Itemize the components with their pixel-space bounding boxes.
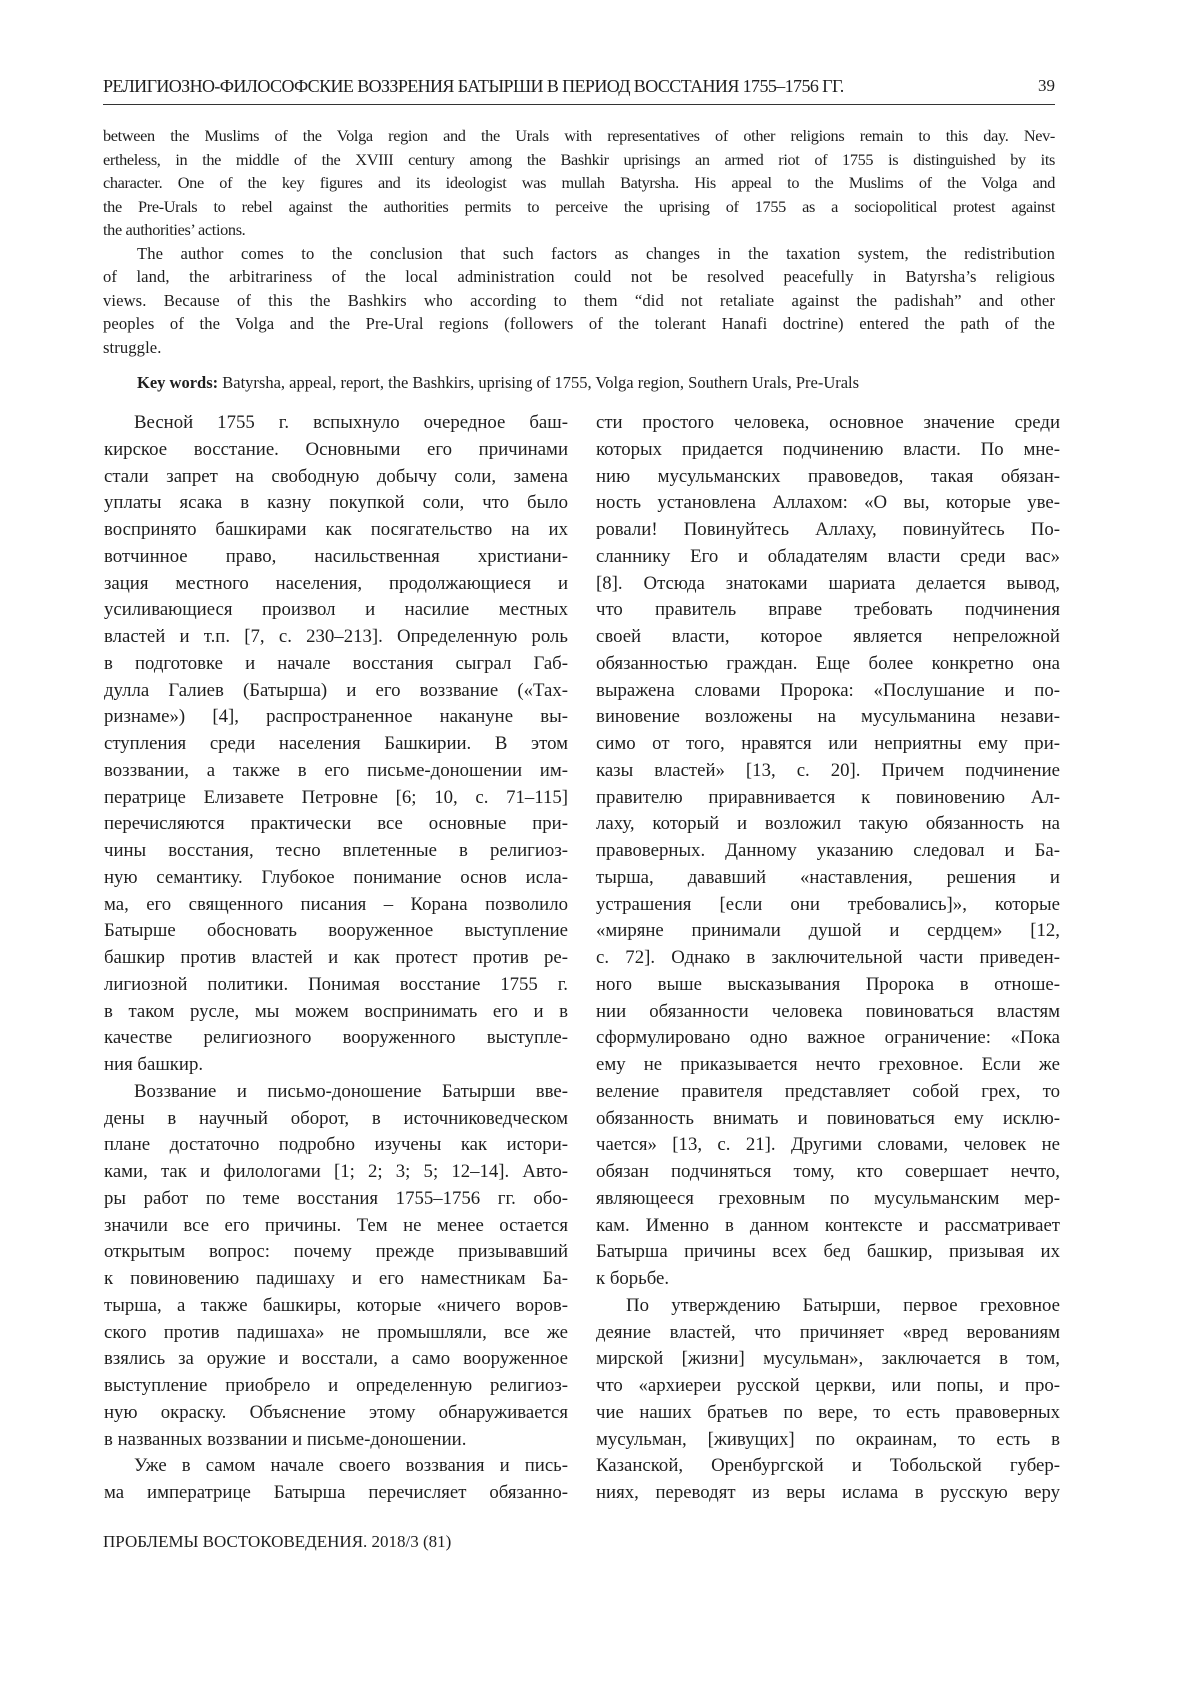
text-line: Батырше обосновать вооруженное выступление — [104, 920, 568, 942]
text-line: Батырша причины всех бед башкир, призывая их — [596, 1241, 1060, 1263]
text-line: По утверждению Батырши, первое греховное — [626, 1294, 1060, 1316]
keywords-text: Batyrsha, appeal, report, the Bashkirs, uprising of 1755, Volga region, Southern Urals, Pre-Urals — [218, 373, 860, 392]
text-line: Казанской, Оренбургской и Тобольской губер- — [596, 1455, 1060, 1477]
text-line: властей и т.п. [7, с. 230–213]. Определенную роль — [104, 626, 568, 647]
text-line: воспринято башкирами как посягательство на их — [104, 519, 568, 540]
text-line: усиливающиеся произвол и насилие местных — [104, 599, 568, 621]
text-line: обязан подчиняться тому, кто совершает нечто, — [596, 1161, 1060, 1182]
text-line: чины восстания, тесно вплетенные в религиоз- — [104, 840, 568, 861]
text-line: выражена словами Пророка: «Послушание и по- — [596, 679, 1060, 701]
text-line: ма императрице Батырша перечисляет обязанно- — [104, 1482, 568, 1503]
left-column — [104, 410, 568, 1507]
text-line: ного выше высказывания Пророка в отноше- — [596, 973, 1060, 995]
text-line: views. Because of this the Bashkirs who according to them “did not retaliate against the padishah” and other — [103, 290, 1055, 310]
text-line: ступления среди населения Башкирии. В этом — [104, 733, 568, 754]
text-line: ния башкир. — [104, 1054, 204, 1075]
text-line: ризнаме») [4], распространенное накануне вы- — [104, 706, 568, 728]
text-line: ками, так и филологами [1; 2; 3; 5; 12–14]. Авто- — [104, 1161, 568, 1182]
text-line: peoples of the Volga and the Pre-Ural regions (followers of the tolerant Hanafi doctrine) entered the path of the — [103, 314, 1055, 333]
text-line: кирское восстание. Основными его причинами — [104, 438, 568, 460]
text-line: открытым вопрос: почему прежде призывавший — [104, 1241, 568, 1263]
text-line: в таком русле, мы можем воспринимать его и в — [104, 1000, 568, 1022]
text-line: казы властей» [13, с. 20]. Причем подчинение — [596, 759, 1060, 781]
text-line: the authorities’ actions. — [103, 220, 246, 239]
text-line: лаху, который и возложил такую обязанность на — [596, 813, 1060, 835]
text-line: мусульман, [живущих] по окраинам, то есть в — [596, 1428, 1060, 1450]
text-line: ную семантику. Глубокое понимание основ исла- — [104, 866, 568, 888]
text-line: своей власти, которое является непреложной — [596, 626, 1060, 647]
text-line: ную окраску. Объяснение этому обнаруживается — [104, 1401, 568, 1423]
text-line: ператрице Елизавете Петровне [6; 10, с. 71–115] — [104, 786, 568, 808]
text-line: плане достаточно подробно изучены как истори- — [104, 1134, 568, 1156]
text-line: значили все его причины. Тем не менее остается — [104, 1214, 568, 1236]
paragraph — [104, 410, 568, 1079]
text-line: уплаты ясака в казну покупкой соли, что было — [104, 492, 568, 514]
text-line: дены в научный оборот, в источниковедческом — [104, 1107, 568, 1129]
paragraph — [596, 1293, 1060, 1507]
text-line: between the Muslims of the Volga region and the Urals with representatives of other religions remain to this day. Nev- — [103, 126, 1055, 145]
text-line: устрашения [если они требовались]», которые — [596, 893, 1060, 915]
text-line: правоверных. Данному указанию следовал и Ба- — [596, 840, 1060, 861]
text-line: к повиновению падишаху и его наместникам Ба- — [104, 1268, 568, 1289]
text-line: сланнику Его и обладателям власти среди вас» — [596, 545, 1060, 567]
text-line: что правитель вправе требовать подчинения — [596, 599, 1060, 621]
text-line: виновение возложены на мусульманина незави- — [596, 706, 1060, 728]
text-line: обязанность внимать и повиноваться ему исклю- — [596, 1107, 1060, 1129]
text-line: с. 72]. Однако в заключительной части приведен- — [596, 947, 1060, 968]
text-line: стали запрет на свободную добычу соли, замена — [104, 465, 568, 487]
abstract — [103, 124, 1055, 359]
running-header-title: РЕЛИГИОЗНО-ФИЛОСОФСКИЕ ВОЗЗРЕНИЯ БАТЫРШИ В ПЕРИОД ВОССТАНИЯ 1755–1756 ГГ. — [103, 76, 844, 96]
text-line: Воззвание и письмо-доношение Батырши вве- — [134, 1080, 568, 1102]
running-header — [103, 76, 1055, 105]
text-line: ertheless, in the middle of the XVIII century among the Bashkir uprisings an armed riot of 1755 is distinguished by its — [103, 149, 1055, 169]
text-line: деяние властей, что причиняет «вред верованиям — [596, 1321, 1060, 1343]
text-line: ского против падишаха» не промышляли, все же — [104, 1321, 568, 1343]
keywords — [137, 373, 859, 393]
text-line: [8]. Отсюда знатоками шариата делается вывод, — [596, 572, 1060, 594]
right-column — [596, 410, 1060, 1507]
text-line: являющееся греховным по мусульманским мер- — [596, 1187, 1060, 1209]
text-line: что «архиереи русской церкви, или попы, и про- — [596, 1375, 1060, 1396]
text-line: в названных воззвании и письме-доношении. — [104, 1428, 467, 1450]
text-line: нию мусульманских правоведов, такая обязан- — [596, 465, 1060, 487]
text-line: Весной 1755 г. вспыхнуло очередное баш- — [134, 412, 568, 433]
text-line: ровали! Повинуйтесь Аллаху, повинуйтесь По- — [596, 519, 1060, 540]
text-line: зация местного населения, продолжающиеся и — [104, 572, 568, 594]
text-line: ниях, переводят из веры ислама в русскую веру — [596, 1482, 1060, 1503]
text-line: сформулировано одно важное ограничение: «Пока — [596, 1027, 1060, 1049]
text-line: struggle. — [103, 337, 162, 357]
text-line: чается» [13, с. 21]. Другими словами, человек не — [596, 1134, 1060, 1156]
text-line: ему не приказывается нечто греховное. Если же — [596, 1054, 1060, 1075]
text-line: «миряне принимали душой и сердцем» [12, — [596, 920, 1060, 942]
text-line: перечисляются практически все основные при- — [104, 813, 568, 835]
text-line: обязанностью граждан. Еще более конкретно она — [596, 652, 1060, 674]
paragraph — [103, 124, 1055, 242]
text-line: нии обязанности человека повиноваться властям — [596, 1000, 1060, 1022]
keywords-label: Key words: — [137, 373, 219, 392]
text-line: которых придается подчинению власти. По мне- — [596, 438, 1060, 460]
text-line: в подготовке и начале восстания сыграл Габ- — [104, 652, 568, 674]
text-line: кам. Именно в данном контексте и рассматривает — [596, 1214, 1060, 1236]
text-line: сти простого человека, основное значение среди — [596, 412, 1060, 433]
paragraph — [596, 410, 1060, 1293]
text-line: вотчинное право, насильственная христиани- — [104, 545, 568, 567]
text-line: воззвании, а также в его письме-доношении им- — [104, 759, 568, 781]
text-line: character. One of the key figures and its ideologist was mullah Batyrsha. His appeal to the Muslims of the Volga and — [103, 173, 1055, 192]
text-line: выступление приобрело и определенную религиоз- — [104, 1375, 568, 1396]
text-line: симо от того, нравятся или неприятны ему при- — [596, 733, 1060, 754]
text-line: качестве религиозного вооруженного выступле- — [104, 1027, 568, 1049]
text-line: the Pre-Urals to rebel against the authorities permits to perceive the uprising of 1755 as a sociopolitical protest against — [103, 196, 1055, 216]
paragraph — [104, 1079, 568, 1454]
paragraph — [104, 1453, 568, 1507]
page-number: 39 — [1038, 76, 1055, 95]
text-line: дулла Галиев (Батырша) и его воззвание («Тах- — [104, 679, 568, 701]
text-line: правителю приравнивается к повиновению Ал- — [596, 786, 1060, 808]
text-line: of land, the arbitrariness of the local administration could not be resolved peacefully in Batyrsha’s religious — [103, 267, 1055, 286]
paragraph — [103, 242, 1055, 360]
text-line: лигиозной политики. Понимая восстание 1755 г. — [104, 973, 568, 995]
text-line: тырша, а также башкиры, которые «ничего воров- — [104, 1294, 568, 1316]
text-line: ры работ по теме восстания 1755–1756 гг. обо- — [104, 1187, 568, 1209]
text-line: взялись за оружие и восстали, а само вооруженное — [104, 1348, 568, 1370]
text-line: мирской [жизни] мусульман», заключается в том, — [596, 1348, 1060, 1370]
text-line: тырша, дававший «наставления, решения и — [596, 866, 1060, 888]
text-line: The author comes to the conclusion that such factors as changes in the taxation system, the redistribution — [137, 243, 1055, 263]
text-line: ность установлена Аллахом: «О вы, которые уве- — [596, 492, 1060, 514]
text-line: башкир против властей и как протест против ре- — [104, 947, 568, 968]
text-line: ма, его священного писания – Корана позволило — [104, 893, 568, 915]
text-line: веление правителя представляет собой грех, то — [596, 1080, 1060, 1102]
text-line: чие наших братьев по вере, то есть правоверных — [596, 1401, 1060, 1423]
footer-journal: ПРОБЛЕМЫ ВОСТОКОВЕДЕНИЯ. 2018/3 (81) — [103, 1532, 452, 1551]
text-line: к борьбе. — [596, 1268, 670, 1289]
text-line: Уже в самом начале своего воззвания и пись- — [134, 1455, 568, 1477]
